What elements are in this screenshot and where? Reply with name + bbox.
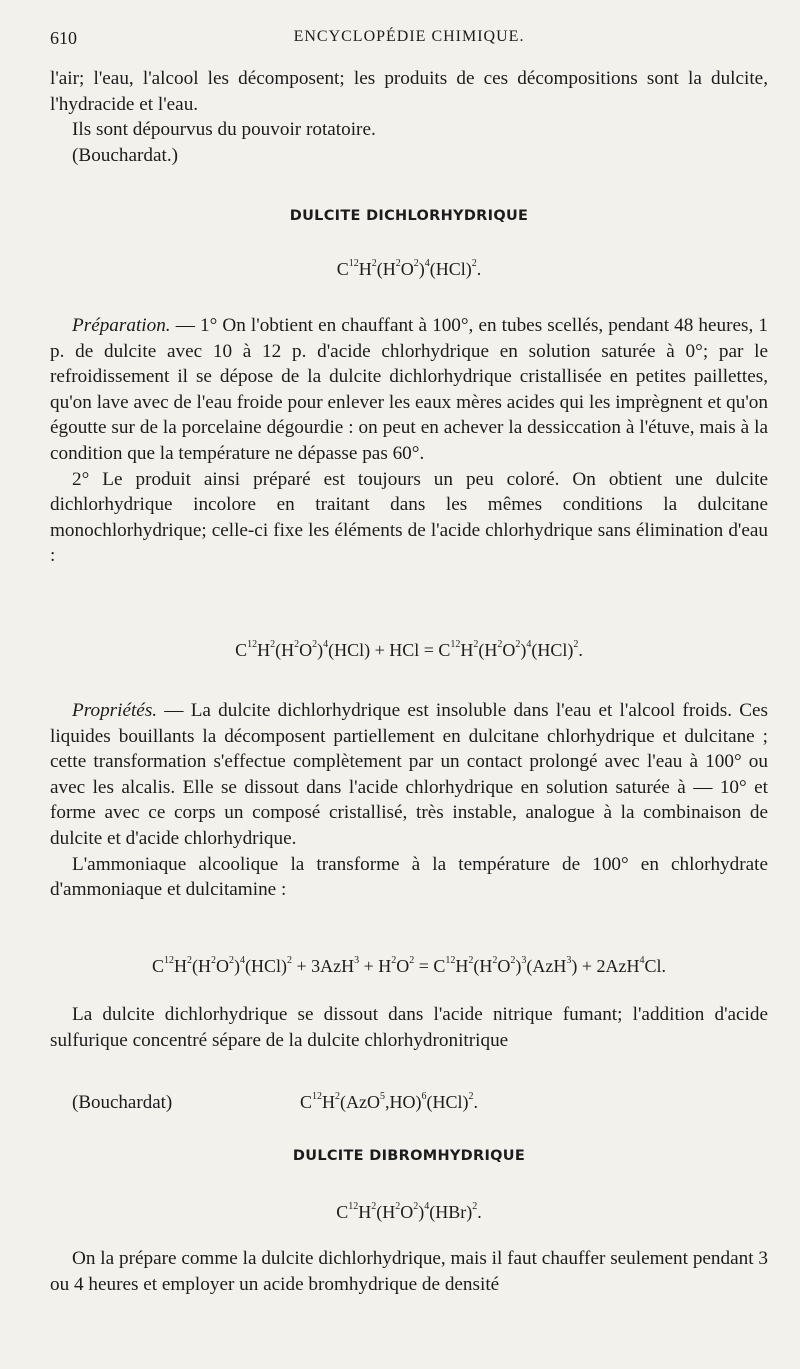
formula-text: ) bbox=[317, 640, 324, 660]
formula-superscript: 2 bbox=[468, 955, 474, 966]
formula-superscript: 2 bbox=[413, 258, 419, 269]
ammonia-paragraph: L'ammoniaque alcoolique la transforme à la température de 100° en chlorhydrate d'ammoniaque et dulcitamine : bbox=[50, 853, 768, 901]
preparation-label: Préparation. bbox=[72, 315, 171, 336]
formula-text: . bbox=[477, 1202, 482, 1222]
formula-text: ) bbox=[515, 956, 522, 976]
nitro-formula-row bbox=[50, 1092, 768, 1118]
formula-superscript: 3 bbox=[354, 955, 360, 966]
rotation-note: Ils sont dépourvus du pouvoir rotatoire. bbox=[72, 119, 376, 141]
formula-superscript: 12 bbox=[247, 639, 258, 650]
formula-text: H bbox=[455, 956, 469, 976]
citation-bouchardat: (Bouchardat.) bbox=[72, 144, 179, 166]
formula-superscript: 12 bbox=[312, 1091, 323, 1102]
formula-text: (HCl) bbox=[426, 1092, 469, 1112]
formula-text: C bbox=[235, 640, 248, 660]
formula-superscript: 2 bbox=[497, 639, 503, 650]
formula-superscript: 5 bbox=[380, 1091, 385, 1102]
formula-superscript: 2 bbox=[492, 955, 498, 966]
formula-superscript: 2 bbox=[395, 258, 401, 269]
formula-text: (H bbox=[478, 640, 498, 660]
formula-superscript: 4 bbox=[424, 1201, 430, 1212]
formula-superscript: 2 bbox=[471, 258, 477, 269]
formula-text: (HBr) bbox=[429, 1202, 473, 1222]
formula-text: O bbox=[497, 956, 511, 976]
formula-superscript: 4 bbox=[239, 955, 245, 966]
preparation-block bbox=[50, 313, 768, 569]
formula-superscript: 2 bbox=[294, 639, 300, 650]
formula-text: ) bbox=[418, 1202, 425, 1222]
properties-label: Propriétés. bbox=[72, 700, 158, 721]
equation-1 bbox=[50, 640, 768, 661]
formula-superscript: 2 bbox=[510, 955, 516, 966]
formula-superscript: 2 bbox=[391, 955, 397, 966]
formula-superscript: 2 bbox=[210, 955, 216, 966]
formula-text: (HCl) bbox=[244, 956, 287, 976]
formula-text: O bbox=[299, 640, 313, 660]
formula-text: (H bbox=[376, 259, 396, 279]
formula-text: H bbox=[460, 640, 474, 660]
section-title-dibromhydrique: DULCITE DIBROMHYDRIQUE bbox=[292, 1148, 526, 1164]
formula-text: C bbox=[336, 259, 349, 279]
formula-superscript: 12 bbox=[348, 1201, 359, 1212]
citation-bouchardat-2: (Bouchardat) bbox=[72, 1092, 173, 1113]
formula-text: Cl. bbox=[644, 956, 667, 976]
equation-3 bbox=[300, 1092, 478, 1113]
formula-text: ) bbox=[233, 956, 240, 976]
formula-text: H bbox=[358, 1202, 372, 1222]
formula-superscript: 2 bbox=[186, 955, 192, 966]
formula-text: = C bbox=[414, 956, 446, 976]
formula-text: (HCl) bbox=[531, 640, 574, 660]
formula-text: + H bbox=[359, 956, 392, 976]
properties-paragraph bbox=[50, 698, 768, 852]
running-head: ENCYCLOPÉDIE CHIMIQUE. bbox=[293, 28, 525, 45]
formula-superscript: 2 bbox=[573, 639, 579, 650]
formula-superscript: 2 bbox=[473, 639, 479, 650]
formula-superscript: 2 bbox=[270, 639, 276, 650]
formula-text: . bbox=[473, 1092, 478, 1112]
formula-text: C bbox=[300, 1092, 313, 1112]
formula-text: (H bbox=[275, 640, 295, 660]
formula-text: (H bbox=[473, 956, 493, 976]
formula-text: . bbox=[476, 259, 482, 279]
section-title-dichlorhydrique: DULCITE DICHLORHYDRIQUE bbox=[289, 208, 529, 224]
formula-superscript: 3 bbox=[566, 955, 572, 966]
formula-text: (HCl) + HCl = C bbox=[328, 640, 451, 660]
formula-superscript: 2 bbox=[472, 1201, 478, 1212]
equation-2 bbox=[50, 956, 768, 977]
formula-superscript: 2 bbox=[228, 955, 234, 966]
formula-dibromhydrique bbox=[50, 1202, 768, 1223]
formula-text: C bbox=[336, 1202, 349, 1222]
formula-text: ) bbox=[418, 259, 425, 279]
formula-text: (AzO bbox=[340, 1092, 380, 1112]
intro-block bbox=[50, 66, 768, 168]
page-number: 610 bbox=[50, 28, 77, 48]
properties-block bbox=[50, 698, 768, 903]
formula-superscript: 6 bbox=[421, 1091, 427, 1102]
formula-superscript: 12 bbox=[445, 955, 456, 966]
intro-paragraph: l'air; l'eau, l'alcool les décomposent; les produits de ces décompositions sont la dulcite, l'hydracide et l'eau. bbox=[50, 68, 768, 115]
properties-text: — La dulcite dichlorhydrique est insoluble dans l'eau et l'alcool froids. Ces liquides bouillants la décomposent partiellement en dulcitane chlorhydrique et dulcitane ; cette transformation s'effectue complètement par un contact prolongé avec l'eau à 100° ou avec les alcalis. Elle se dissout dans l'acide chlorhydrique en solution saturée à — 10° et forme avec ce corps un composé cristallisé, très instable, analogue à la combinaison de dulcite et d'acide chlorhydrique. bbox=[50, 700, 768, 849]
formula-superscript: 3 bbox=[521, 955, 527, 966]
formula-text: (HCl) bbox=[429, 259, 472, 279]
formula-superscript: 12 bbox=[450, 639, 461, 650]
formula-superscript: 4 bbox=[424, 258, 430, 269]
formula-text: (H bbox=[376, 1202, 396, 1222]
formula-text: O bbox=[215, 956, 229, 976]
preparation-text: — 1° On l'obtient en chauffant à 100°, en tubes scellés, pendant 48 heures, 1 p. de dulcite avec 10 à 12 p. d'acide chlorhydrique en solution saturée à 0°; par le refroidissement il se dépose de la dulcite dichlorhydrique cristallisée en petites paillettes, qu'on lave avec de l'eau froide pour enlever les eaux mères acides qui les imprègnent et qu'on égoutte sur de la porcelaine dégourdie : on peut en achever la dessiccation à l'étuve, mais à la condition que la température ne dépasse pas 60°. bbox=[50, 315, 768, 464]
formula-text: O bbox=[502, 640, 516, 660]
formula-text: ) bbox=[520, 640, 527, 660]
formula-dichlorhydrique bbox=[50, 259, 768, 280]
formula-text: . bbox=[578, 640, 583, 660]
formula-text: O bbox=[396, 956, 410, 976]
formula-superscript: 2 bbox=[468, 1091, 474, 1102]
formula-text: H bbox=[257, 640, 271, 660]
page-header bbox=[50, 22, 768, 56]
formula-superscript: 2 bbox=[335, 1091, 341, 1102]
formula-text: ) + 2AzH bbox=[571, 956, 640, 976]
formula-superscript: 4 bbox=[639, 955, 645, 966]
formula-text: H bbox=[173, 956, 187, 976]
formula-text: (H bbox=[191, 956, 211, 976]
formula-text: H bbox=[322, 1092, 336, 1112]
formula-superscript: 2 bbox=[371, 258, 377, 269]
formula-text: H bbox=[358, 259, 372, 279]
formula-superscript: 2 bbox=[413, 1201, 419, 1212]
formula-superscript: 2 bbox=[371, 1201, 377, 1212]
nitric-paragraph: La dulcite dichlorhydrique se dissout dans l'acide nitrique fumant; l'addition d'acide sulfurique concentré sépare de la dulcite chlorhydronitrique bbox=[50, 1004, 768, 1051]
dibrom-paragraph: On la prépare comme la dulcite dichlorhydrique, mais il faut chauffer seulement pendant 3 ou 4 heures et employer un acide bromhydrique de densité bbox=[50, 1248, 768, 1295]
formula-superscript: 2 bbox=[409, 955, 415, 966]
formula-superscript: 4 bbox=[526, 639, 532, 650]
formula-text: O bbox=[400, 1202, 414, 1222]
formula-superscript: 2 bbox=[515, 639, 521, 650]
formula-text: ,HO) bbox=[385, 1092, 422, 1112]
formula-superscript: 2 bbox=[286, 955, 292, 966]
preparation-2-paragraph: 2° Le produit ainsi préparé est toujours un peu coloré. On obtient une dulcite dichlorhydrique incolore en traitant dans les mêmes conditions la dulcitane monochlorhydrique; celle-ci fixe les éléments de l'acide chlorhydrique sans élimination d'eau : bbox=[50, 468, 768, 567]
nitric-block bbox=[50, 1002, 768, 1053]
page bbox=[50, 22, 768, 1295]
preparation-paragraph bbox=[50, 313, 768, 467]
formula-superscript: 2 bbox=[395, 1201, 401, 1212]
formula-superscript: 12 bbox=[348, 258, 359, 269]
formula-text: C bbox=[151, 956, 164, 976]
formula-superscript: 12 bbox=[163, 955, 174, 966]
formula-superscript: 4 bbox=[323, 639, 329, 650]
formula-text: (AzH bbox=[526, 956, 567, 976]
formula-text: + 3AzH bbox=[291, 956, 355, 976]
dibrom-block bbox=[50, 1246, 768, 1297]
formula-text: O bbox=[400, 259, 414, 279]
formula-superscript: 2 bbox=[312, 639, 318, 650]
